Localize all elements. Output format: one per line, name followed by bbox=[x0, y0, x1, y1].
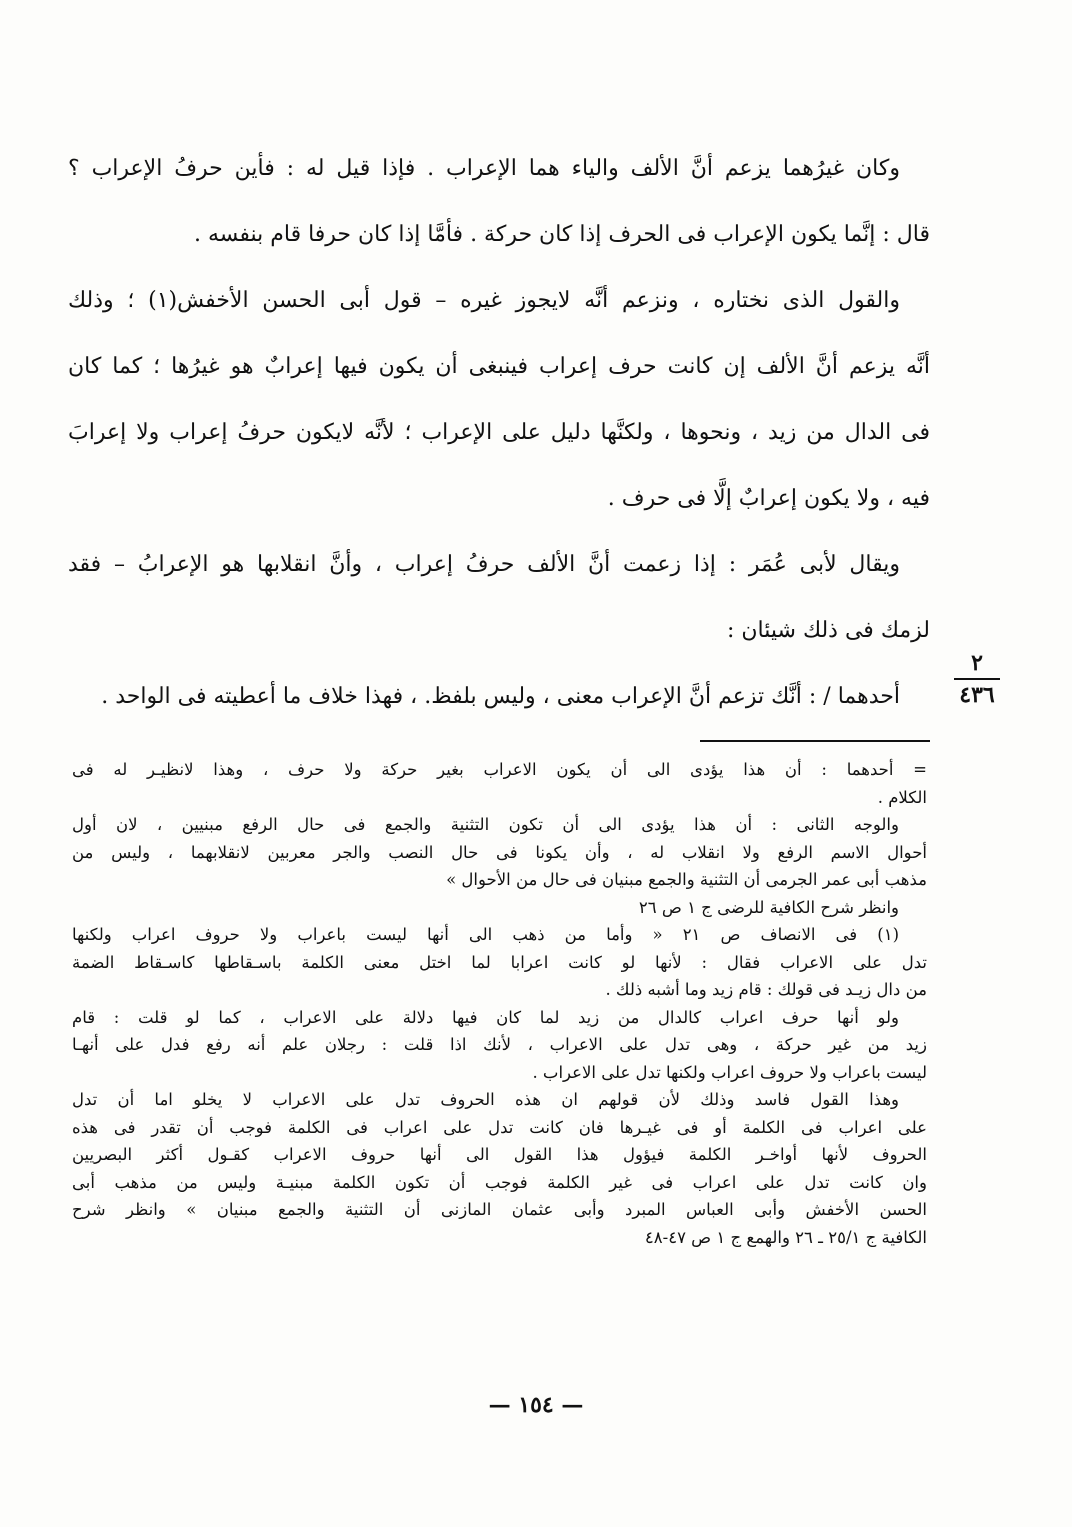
footnote-line: زيد من غير حركة ، وهى تدل على الاعراب ، لأنك اذا قلت : رجلان علم أنه رفع فدل على أنهـا bbox=[72, 1035, 927, 1054]
footnote-line: ليست باعراب ولا حروف اعراب ولكنها تدل على الاعراب . bbox=[532, 1062, 927, 1082]
footnote-line: تدل على الاعراب فقال : لأنها لو كانت اعرابا لما اختل معنى الكلمة باسـقاطها كاسـقاط الضمة bbox=[72, 952, 927, 972]
main-line: فيه ، ولا يكون إعرابٌ إلَّا فى حرف . bbox=[607, 486, 930, 511]
margin-part-number: ٢ bbox=[954, 650, 1000, 680]
footnote-line: على اعراب فى الكلمة أو فى غيـرها فان كانت تدل على اعراب فى الكلمة فوجب أن تقدر فى هذه bbox=[72, 1117, 927, 1137]
footnote-line: الكافية ج ٢٥/١ ـ ٢٦ والهمع ج ١ ص ٤٧-٤٨ bbox=[644, 1227, 927, 1247]
footnote-separator bbox=[700, 740, 930, 742]
footnote-line: الحروف لأنها أواخـر الكلمة فيؤول هذا القول الى أنها حروف الاعراب كقـول أكثر البصريين bbox=[72, 1145, 927, 1164]
main-line: قال : إنَّما يكون الإعراب فى الحرف إذا كان حركة . فأمَّا إذا كان حرفا قام بنفسه . bbox=[193, 222, 930, 247]
footnote-line: مذهب أبى عمر الجرمى أن التثنية والجمع مبنيان فى حال من الأحوال » bbox=[446, 870, 927, 889]
main-line: ويقال لأبى عُمَر : إذا زعمت أنَّ الألف حرفُ إعراب ، وأنَّ انقلابها هو الإعرابُ – فقد bbox=[68, 552, 900, 577]
page-number: — ١٥٤ — bbox=[488, 1392, 584, 1418]
footnote-line: من دال زيـد فى قولك : قام زيد وما أشبه ذلك . bbox=[605, 980, 927, 999]
main-line: أنَّه يزعم أنَّ الألف إن كانت حرف إعراب فينبغى أن يكون فيها إعرابٌ هو غيرُها ؛ كما كان bbox=[68, 354, 930, 379]
footnote-line: أحوال الاسم الرفع ولا انقلاب له ، وأن يكونا فى حال النصب والجر معربين لانقلابهما ، وليس من bbox=[72, 842, 927, 862]
main-line: فى الدال من زيد ، ونحوها ، ولكنَّها دليل على الإعراب ؛ لأنَّه لايكون حرفُ إعراب ولا إعرابَ bbox=[68, 420, 930, 445]
footnote-line: الحسن الأخفش وأبى العباس المبرد وأبى عثمان المازنى أن التثنية والجمع مبنيان » وانظر شرح bbox=[72, 1200, 927, 1219]
main-text bbox=[68, 136, 930, 730]
footnote-line: وان كانت تدل على اعراب فى غير الكلمة فوجب أن تكون الكلمة مبنيـة وليس من مذهب أبى bbox=[72, 1172, 927, 1192]
footnote-line: وانظر شرح الكافية للرضى ج ١ ص ٢٦ bbox=[638, 897, 899, 917]
main-line: والقول الذى نختاره ، ونزعم أنَّه لايجوز غيره – قول أبى الحسن الأخفش(١) ؛ وذلك bbox=[68, 288, 900, 313]
main-line: لزمك فى ذلك شيئان : bbox=[726, 618, 930, 643]
footnote-line: والوجه الثانى : أن هذا يؤدى الى أن تكون التثنية والجمع فى حال الرفع مبنيين ، لان أول bbox=[72, 815, 899, 834]
margin-page-reference bbox=[954, 650, 1000, 708]
footnote-line: = أحدهما : أن هذا يؤدى الى أن يكون الاعراب بغير حركة ولا حرف ، وهذا لانظيـر له فى bbox=[72, 760, 927, 779]
footnote-line: الكلام . bbox=[877, 787, 927, 807]
footnote-line: وهذا القول فاسد وذلك لأن قولهم ان هذه الحروف تدل على الاعراب لا يخلو اما أن تدل bbox=[72, 1090, 899, 1109]
footnotes bbox=[72, 756, 927, 1251]
footnote-line: ولو أنها حرف اعراب كالدال من زيد لما كان فيها دلالة على الاعراب ، كما لو قلت : قام bbox=[72, 1007, 899, 1027]
main-line: وكان غيرُهما يزعم أنَّ الألف والياء هما الإعراب . فإذا قيل له : فأين حرفُ الإعراب ؟ bbox=[68, 156, 900, 181]
main-line: أحدهما / : أنَّك تزعم أنَّ الإعراب معنى ، وليس بلفظ. ، فهذا خلاف ما أعطيته فى الواحد . bbox=[101, 684, 900, 709]
footnote-line: (١) فى الانصاف ص ٢١ « وأما من ذهب الى أنها ليست باعراب ولا حروف اعراب ولكنها bbox=[72, 925, 899, 944]
margin-page-number: ٤٣٦ bbox=[959, 682, 995, 708]
